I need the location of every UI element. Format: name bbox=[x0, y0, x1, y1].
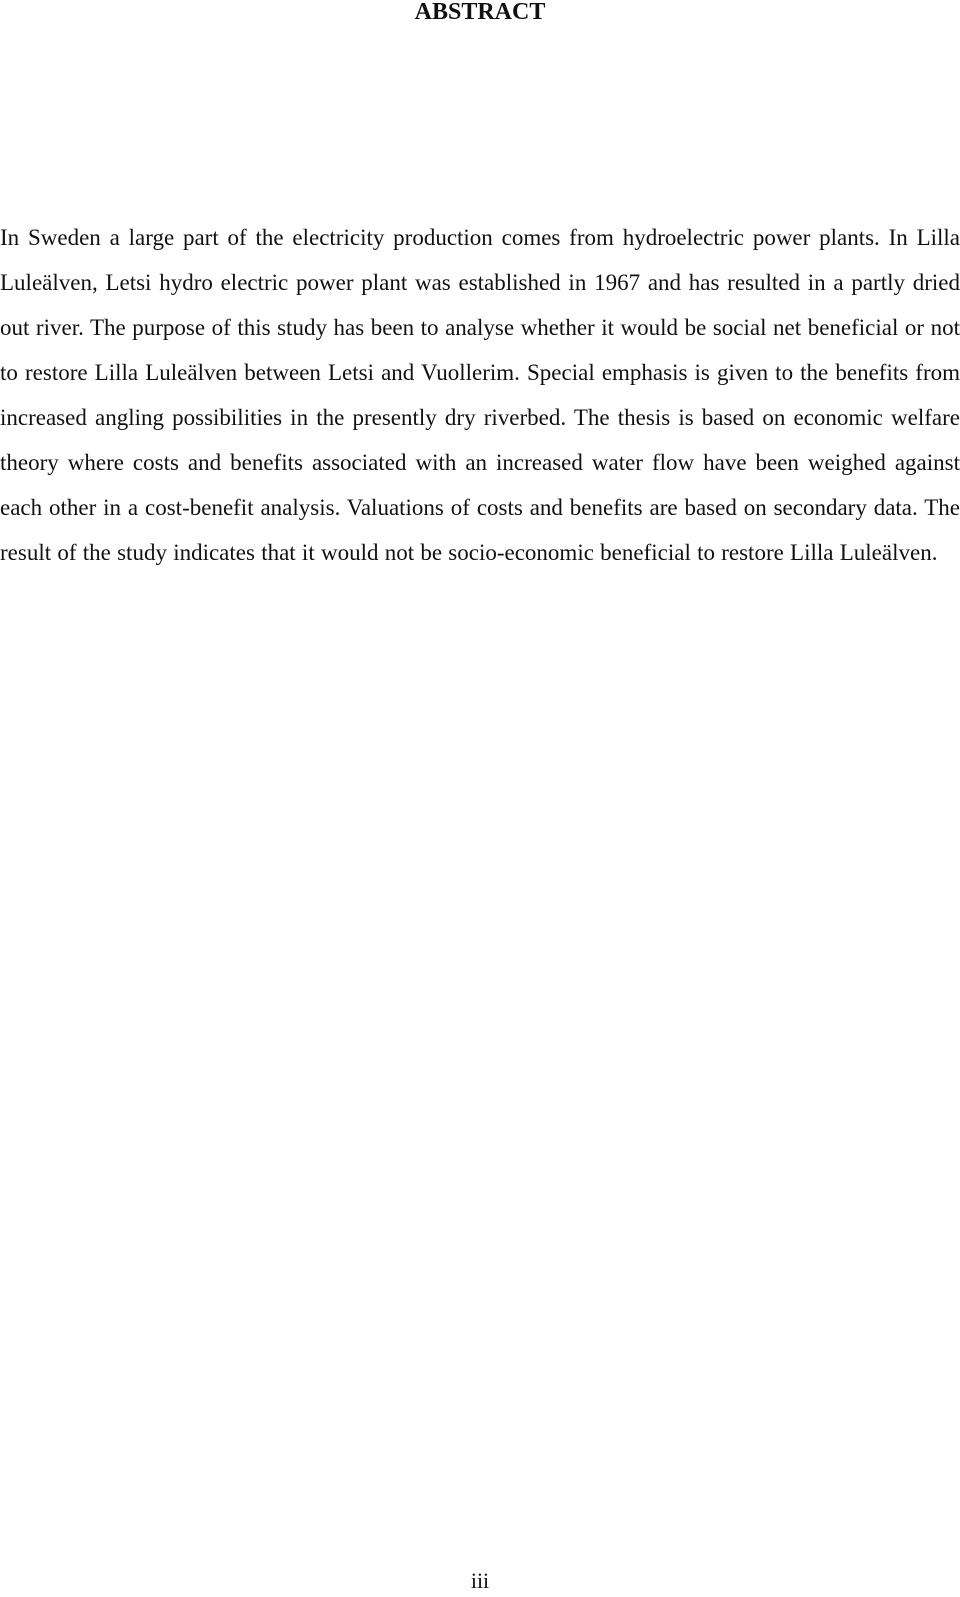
abstract-heading: ABSTRACT bbox=[414, 0, 546, 25]
abstract-paragraph: In Sweden a large part of the electricity production comes from hydroelectric power plants. In Lilla Luleälven, Letsi hydro electric power plant was established in 1967 and has resulted in a partly dried out river. The purpose of this study has been to analyse whether it would be social net beneficial or not to restore Lilla Luleälven between Letsi and Vuollerim. Special emphasis is given to the benefits from increased angling possibilities in the presently dry riverbed. The thesis is based on economic welfare theory where costs and benefits associated with an increased water flow have been weighed against each other in a cost-benefit analysis. Valuations of costs and benefits are based on secondary data. The result of the study indicates that it would not be socio-economic beneficial to restore Lilla Luleälven. bbox=[0, 225, 960, 565]
page-number: iii bbox=[470, 1568, 490, 1593]
